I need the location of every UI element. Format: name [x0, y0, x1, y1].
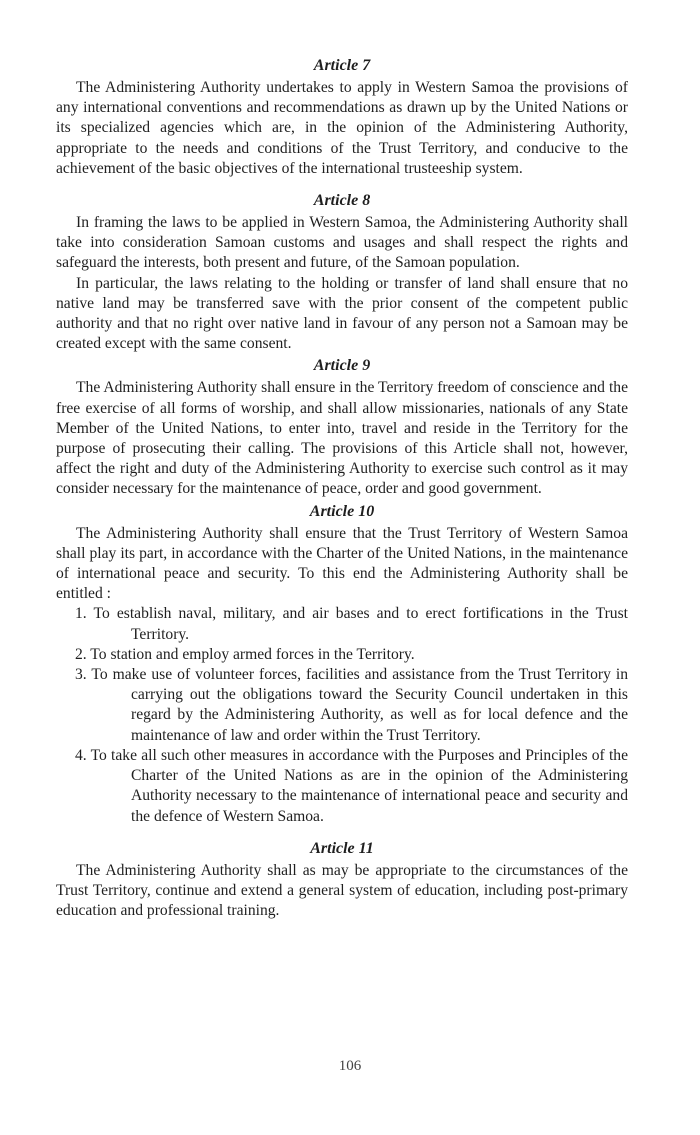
article-heading: Article 10 — [309, 502, 375, 520]
article-heading: Article 9 — [313, 357, 371, 375]
list-item: 4. To take all such other measures in accordance with the Purposes and Principles of the Charter of the United Nations as are in the opinion of the Administering Authority necessary to the maintenance of international peace and security and the defence of Western Samoa. — [75, 746, 628, 825]
article-paragraph: In framing the laws to be applied in Western Samoa, the Administering Authority shall take into consideration Samoan customs and usages and shall respect the rights and safeguard the interests, both present and future, of the Samoan population. — [56, 214, 628, 272]
article-8 — [56, 191, 628, 354]
article-heading: Article 8 — [313, 192, 371, 210]
article-paragraph: In particular, the laws relating to the holding or transfer of land shall ensure that no native land may be transferred save with the prior consent of the competent public authority and that no right over native land in favour of any person not a Samoan may be created except with the same consent. — [56, 274, 628, 353]
article-11 — [56, 839, 628, 922]
article-9 — [56, 356, 628, 499]
list-item: 2. To station and employ armed forces in the Territory. — [75, 645, 415, 663]
article-heading: Article 7 — [313, 57, 371, 74]
list-item: 1. To establish naval, military, and air bases and to erect fortifications in the Trust Territory. — [75, 605, 628, 643]
list-item: 3. To make use of volunteer forces, facilities and assistance from the Trust Territory in carrying out the obligations toward the Security Council undertaken in this regard by the Administering Authority, as well as for local defence and the maintenance of law and order within the Trust Territory. — [75, 666, 628, 744]
article-paragraph: The Administering Authority shall ensure in the Territory freedom of conscience and the free exercise of all forms of worship, and shall allow missionaries, nationals of any State Member of the United Nations, to enter into, travel and reside in the Territory for the purpose of prosecuting their calling. The provisions of this Article shall not, however, affect the right and duty of the Administering Authority to exercise such control as it may consider necessary for the maintenance of peace, order and good government. — [56, 379, 628, 498]
article-paragraph: The Administering Authority undertakes to apply in Western Samoa the provisions of any international conventions and recommendations as drawn up by the United Nations or its specialized agencies which are, in the opinion of the Administering Authority, appropriate to the needs and conditions of the Trust Territory, and conducive to the achievement of the basic objectives of the international trusteeship system. — [56, 79, 628, 177]
page-number: 106 — [338, 1058, 362, 1074]
article-7 — [56, 56, 628, 179]
article-paragraph: The Administering Authority shall ensure that the Trust Territory of Western Samoa shall play its part, in accordance with the Charter of the United Nations, in the maintenance of international peace and security. To this end the Administering Authority shall be entitled : — [56, 524, 628, 603]
article-heading: Article 11 — [310, 839, 374, 857]
article-10 — [56, 502, 628, 827]
document-page — [56, 56, 628, 921]
article-paragraph: The Administering Authority shall as may be appropriate to the circumstances of the Trust Territory, continue and extend a general system of education, including post-primary education and professional training. — [56, 861, 628, 920]
article-10-list — [56, 604, 628, 826]
